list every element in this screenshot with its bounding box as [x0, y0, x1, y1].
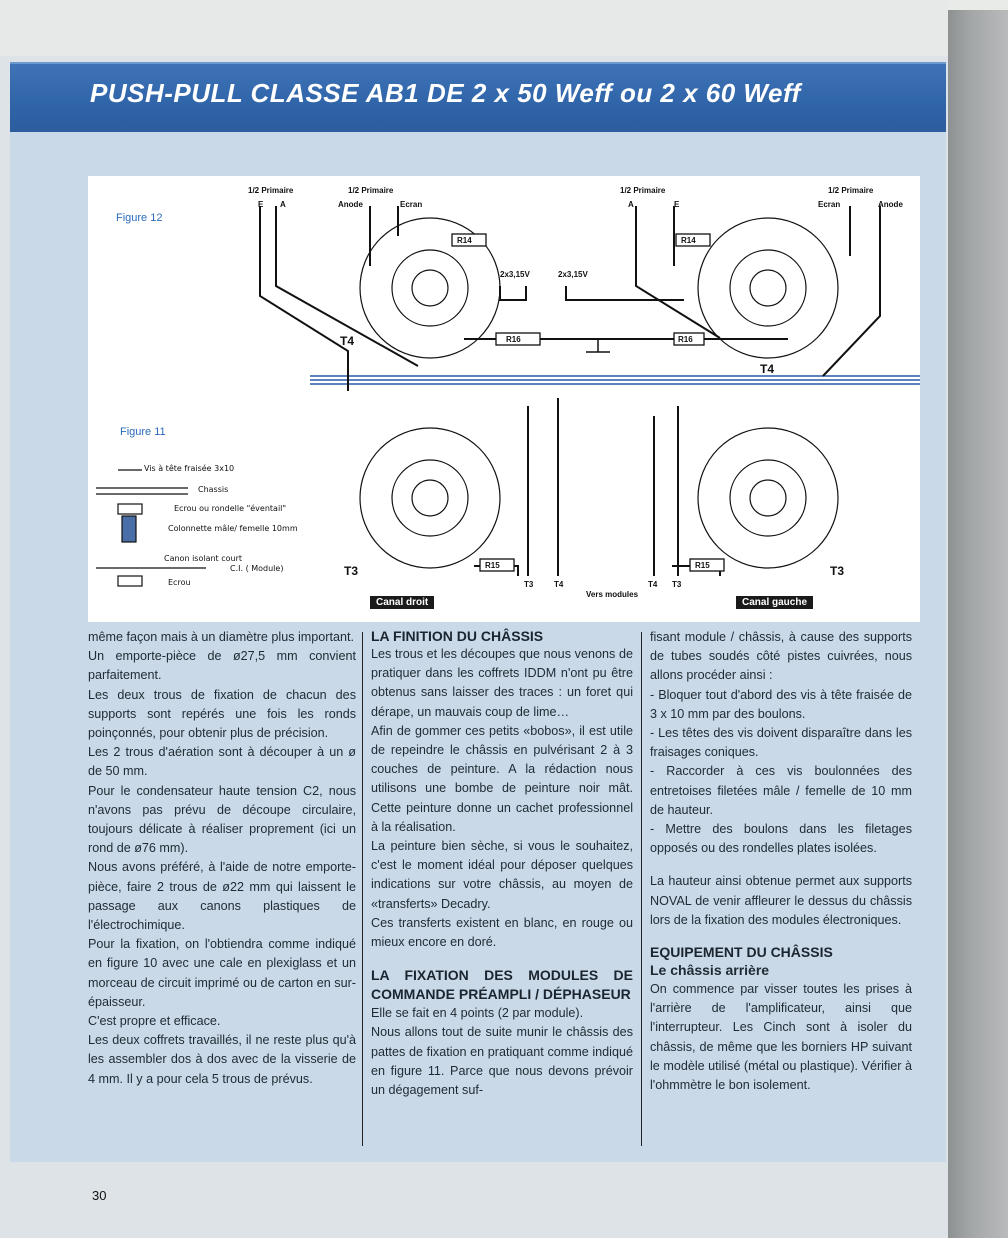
text-column-1	[88, 628, 356, 1089]
socket-left-top-hole	[412, 270, 448, 306]
figure-12-label: Figure 12	[116, 212, 163, 224]
label-r15-right: R15	[695, 561, 710, 570]
fig11-label-chassis: Chassis	[198, 485, 229, 494]
text-column-3	[650, 628, 912, 1095]
label-t3-left: T3	[344, 564, 359, 578]
page-edge-shadow	[948, 10, 1008, 1238]
paragraph: - Bloquer tout d'abord des vis à tête fraisée de 3 x 10 mm par des boulons.	[650, 687, 912, 721]
fig11-standoff	[122, 516, 136, 542]
wire-anode-right	[823, 206, 880, 376]
page-number: 30	[92, 1188, 107, 1203]
socket-right-bottom-hole	[750, 480, 786, 516]
paragraph: Les trous et les découpes que nous venons de pratiquer dans les coffrets IDDM n'ont pu être obtenus sans laisser des traces : un foret qui dérape, un mauvais coup de lime…	[371, 647, 633, 719]
column-divider-1	[362, 632, 363, 1146]
paragraph: même façon mais à un diamètre plus important.	[88, 630, 354, 644]
label-t3-bottom-right: T3	[672, 580, 682, 589]
label-ecran-right: Ecran	[818, 200, 841, 209]
section-heading-finition: LA FINITION DU CHÂSSIS	[371, 628, 544, 644]
wire-heater-right	[566, 286, 684, 300]
socket-left-bottom	[360, 428, 500, 568]
wire-e-left	[260, 206, 348, 391]
paragraph: Pour la fixation, on l'obtiendra comme indiqué en figure 10 avec une cale en plexiglass et un morceau de circuit imprimé ou de carton en sur-épaisseur.	[88, 937, 356, 1009]
section-heading-equipement: EQUIPEMENT DU CHÂSSIS	[650, 944, 833, 961]
article-title: PUSH-PULL CLASSE AB1 DE 2 x 50 Weff ou 2 x 60 Weff	[90, 78, 801, 108]
fig11-label-ci-module: C.I. ( Module)	[230, 564, 284, 573]
figure-11-label: Figure 11	[120, 426, 166, 438]
label-ecran-left: Ecran	[400, 200, 423, 209]
socket-left-top-inner	[392, 250, 468, 326]
label-half-primary-3: 1/2 Primaire	[620, 186, 666, 195]
paragraph: On commence par visser toutes les prises à l'arrière de l'amplificateur, ainsi que l'interrupteur. Les Cinch sont à isoler du châssis, de même que les borniers HP suivant le modèle utilisé (métal ou plastique). Vérifier à l'ohmmètre le bon isolement.	[650, 982, 912, 1093]
label-r14-left: R14	[457, 236, 472, 245]
fig11-label-ecrou-rondelle: Ecrou ou rondelle "éventail"	[174, 504, 287, 513]
paragraph: fisant module / châssis, à cause des supports de tubes soudés côté pistes cuivrées, nous allons procéder ainsi :	[650, 630, 912, 683]
label-e-right: E	[674, 200, 680, 209]
paragraph: - Mettre des boulons dans les filetages opposés ou des rondelles plates isolées.	[650, 822, 912, 856]
column-divider-2	[641, 632, 642, 1146]
figure-panel	[88, 176, 920, 622]
label-t4-bottom-right: T4	[648, 580, 658, 589]
label-r14-right: R14	[681, 236, 696, 245]
paragraph: La hauteur ainsi obtenue permet aux supports NOVAL de venir affleurer le dessus du châssis lors de la fixation des modules électroniques.	[650, 874, 912, 927]
wire-a-right	[636, 206, 720, 338]
label-half-primary-1: 1/2 Primaire	[248, 186, 294, 195]
label-t3-right: T3	[830, 564, 845, 578]
label-a-left: A	[280, 200, 286, 209]
socket-right-top-hole	[750, 270, 786, 306]
label-e-left: E	[258, 200, 264, 209]
caption-canal-gauche: Canal gauche	[736, 596, 813, 609]
fig11-nut	[118, 504, 142, 514]
fig11-label-canon: Canon isolant court	[164, 554, 243, 563]
paragraph: Nous allons tout de suite munir le châssis des pattes de fixation en pratiquant comme indiqué en figure 11. Parce que nous devons prévoir un dégagement suf-	[371, 1025, 633, 1098]
label-r15-left: R15	[485, 561, 500, 570]
label-r16-right: R16	[678, 335, 693, 344]
socket-right-bottom	[698, 428, 838, 568]
paragraph: Ces transferts existent en blanc, en rouge ou mieux encore en doré.	[371, 915, 633, 950]
paragraph: Pour le condensateur haute tension C2, nous n'avons pas prévu de découpe circulaire, toujours délicate à réaliser proprement (ici un rond de ø76 mm).	[88, 783, 356, 856]
label-t4-bottom-left: T4	[554, 580, 564, 589]
fig11-label-vis: Vis à tête fraisée 3x10	[144, 464, 235, 473]
label-anode-right: Anode	[878, 200, 903, 209]
label-heater-right: 2x3,15V	[558, 270, 588, 279]
label-anode-left: Anode	[338, 200, 363, 209]
socket-right-bottom-inner	[730, 460, 806, 536]
fig11-bottom-nut	[118, 576, 142, 586]
paragraph: - Raccorder à ces vis boulonnées des entretoises filetées mâle / femelle de 10 mm de hauteur.	[650, 764, 912, 817]
socket-left-bottom-hole	[412, 480, 448, 516]
caption-canal-droit: Canal droit	[370, 596, 434, 609]
title-band	[10, 62, 946, 134]
label-r16-left: R16	[506, 335, 521, 344]
page-top-margin	[0, 0, 948, 56]
label-t3-bottom-left: T3	[524, 580, 534, 589]
wire-heater-left	[500, 286, 526, 300]
socket-right-top-inner	[730, 250, 806, 326]
label-t4-left: T4	[340, 334, 355, 348]
label-a-right: A	[628, 200, 634, 209]
label-half-primary-2: 1/2 Primaire	[348, 186, 394, 195]
paragraph: Elle se fait en 4 points (2 par module).	[371, 1006, 584, 1021]
paragraph: La peinture bien sèche, si vous le souhaitez, c'est le moment idéal pour déposer quelques indications sur votre châssis, au moyen de «transferts» Decadry.	[371, 839, 633, 911]
label-t4-right: T4	[760, 362, 775, 376]
label-half-primary-4: 1/2 Primaire	[828, 186, 874, 195]
paragraph: - Les têtes des vis doivent disparaître dans les fraisages coniques.	[650, 726, 912, 760]
fig11-label-colonnette: Colonnette mâle/ femelle 10mm	[168, 524, 298, 533]
paragraph: Afin de gommer ces petits «bobos», il est utile de repeindre le châssis en pulvérisant 2 à 3 couches de peinture. A la rédaction nous utilisons une bombe de peinture noir mât. Cette peinture donne un cachet professionnel à la réalisation.	[371, 723, 633, 834]
paragraph: C'est propre et efficace.	[88, 1014, 221, 1029]
paragraph: Les deux coffrets travaillés, il ne reste plus qu'à les assembler dos à dos avec de la visserie de 4 mm. Il y a pour cela 5 trous de prévus.	[88, 1033, 356, 1086]
label-heater-left: 2x3,15V	[500, 270, 530, 279]
label-vers-modules: Vers modules	[586, 590, 639, 599]
paragraph: Un emporte-pièce de ø27,5 mm convient parfaitement.	[88, 649, 356, 683]
paragraph: Les deux trous de fixation de chacun des supports sont repérés une fois les ronds poinçonnés, pour obtenir plus de précision.	[88, 687, 356, 741]
fig11-label-ecrou: Ecrou	[168, 578, 191, 587]
section-heading-fixation: LA FIXATION DES MODULES DE COMMANDE PRÉAMPLI / DÉPHASEUR	[371, 967, 633, 1003]
subheading-chassis-arriere: Le châssis arrière	[650, 962, 770, 979]
text-column-2	[371, 628, 633, 1100]
socket-left-bottom-inner	[392, 460, 468, 536]
paragraph: Nous avons préféré, à l'aide de notre emporte-pièce, faire 2 trous de ø22 mm qui laissent le passage aux canons plastiques de l'électrochimique.	[88, 860, 356, 933]
paragraph: Les 2 trous d'aération sont à découper à un ø de 50 mm.	[88, 745, 356, 779]
